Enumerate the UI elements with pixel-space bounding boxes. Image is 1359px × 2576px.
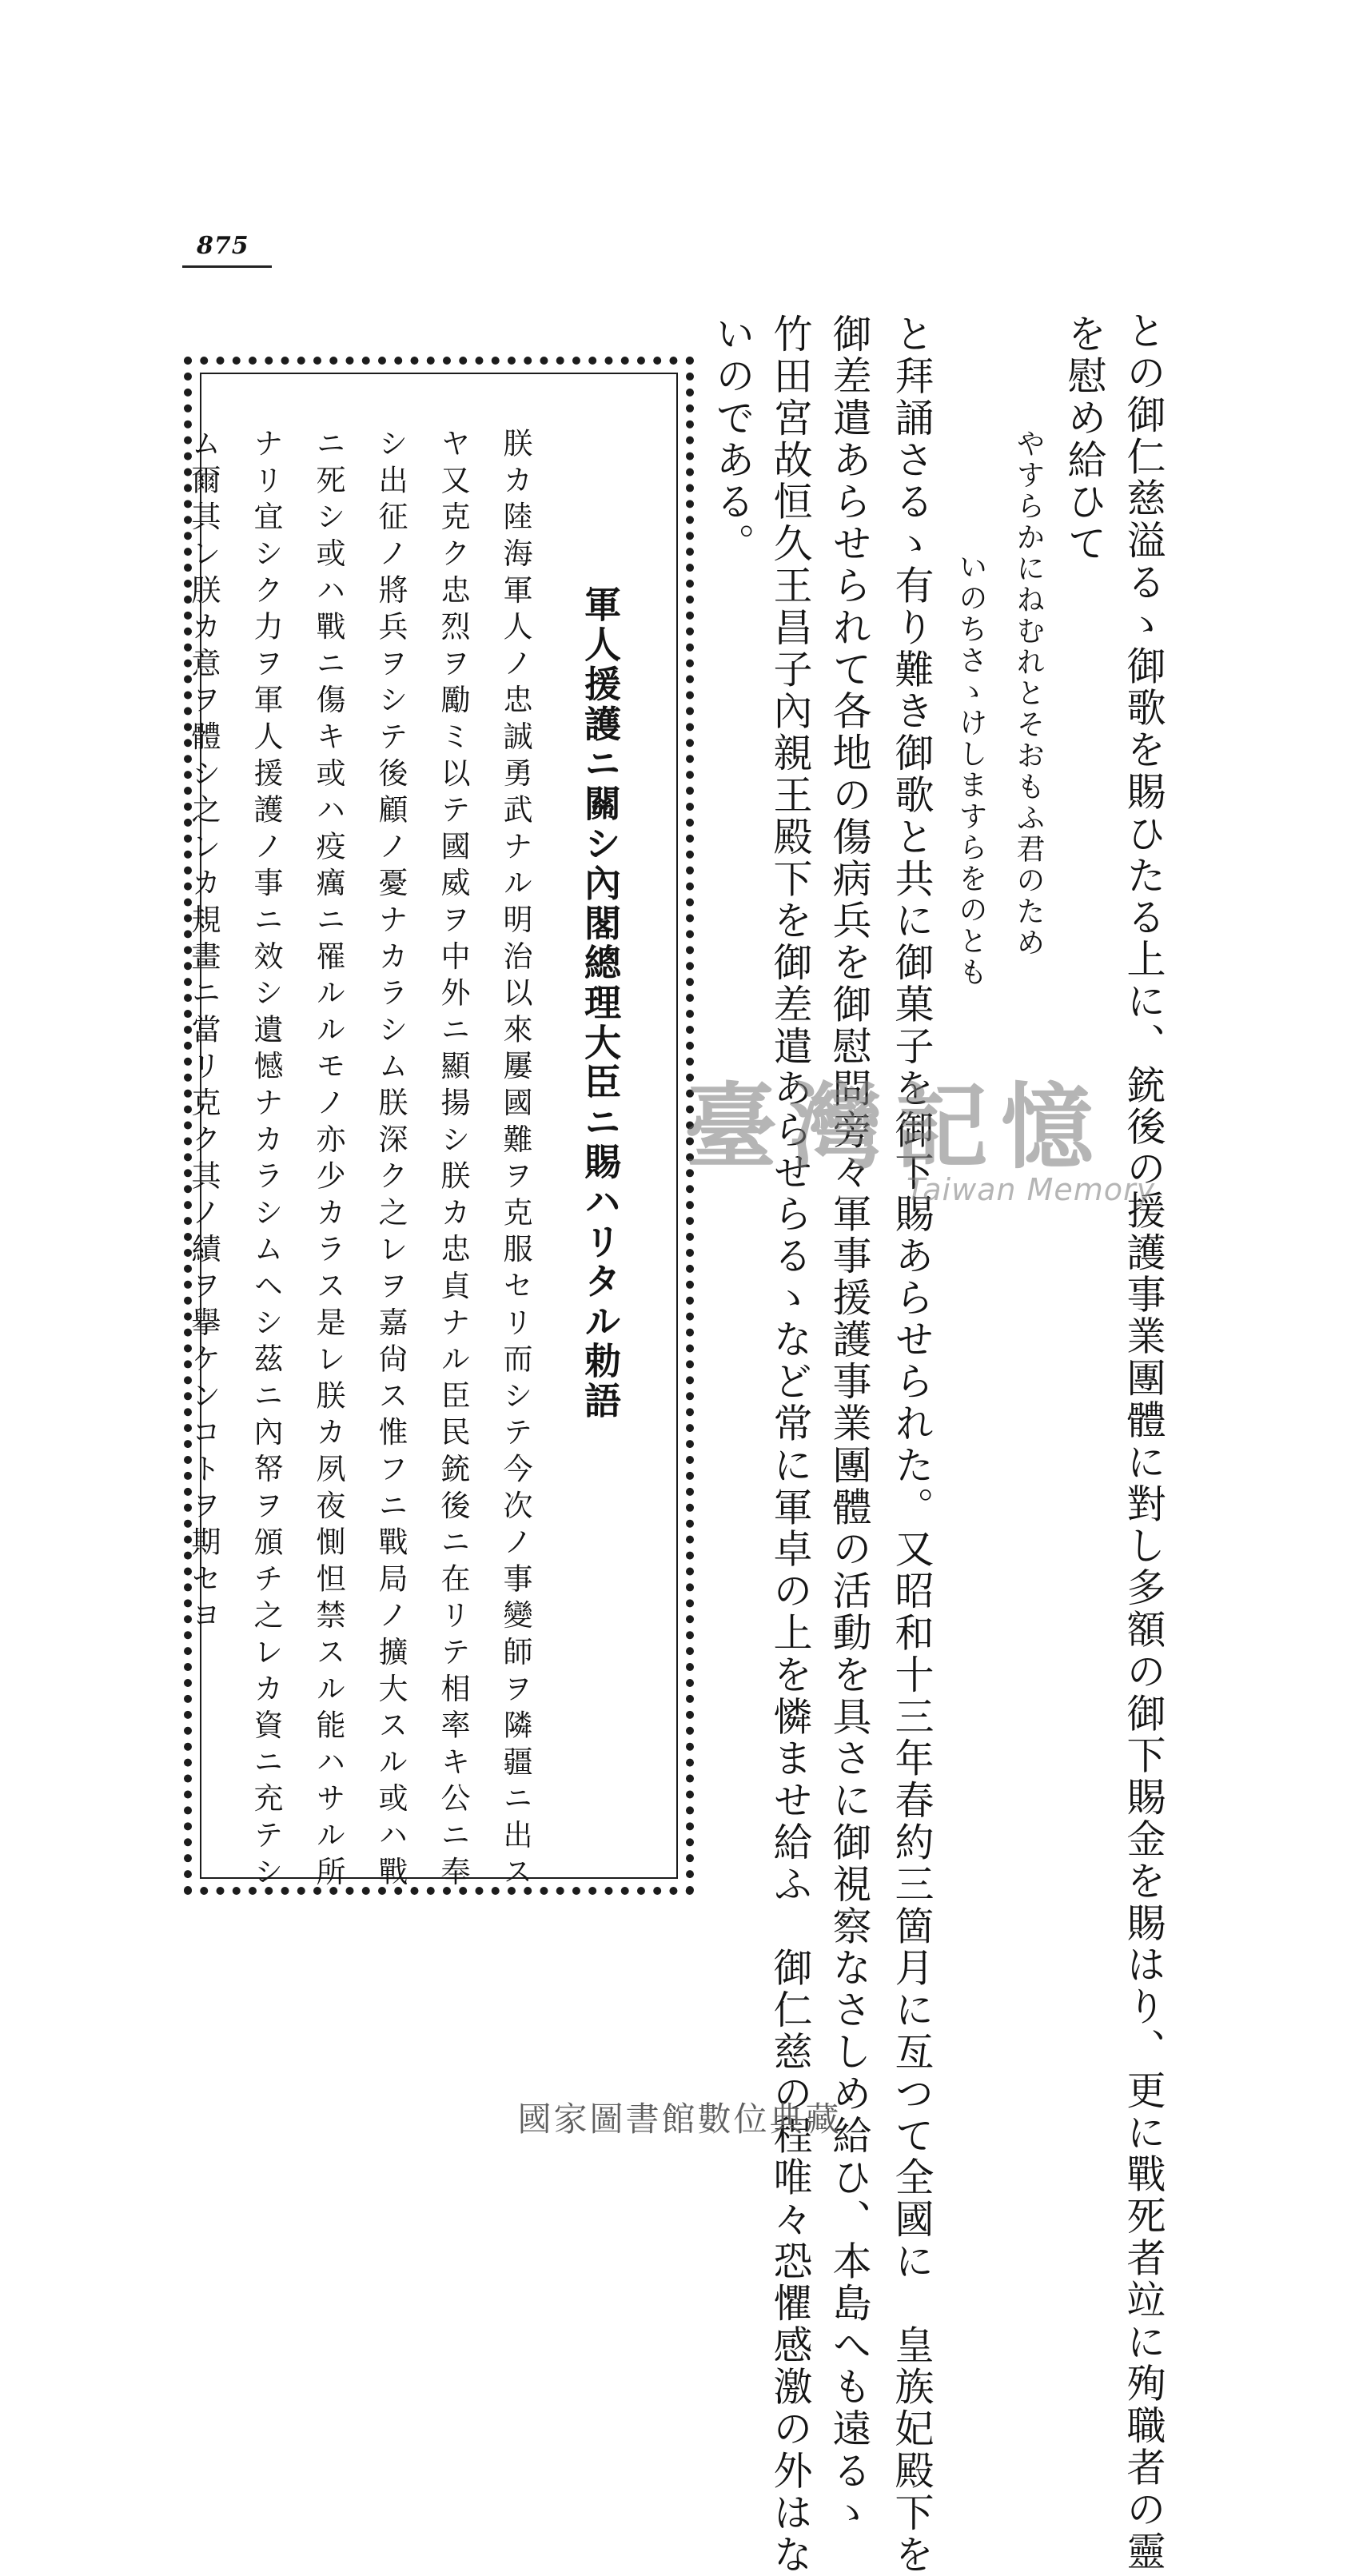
rescript-line: 朕カ陸海軍人ノ忠誠勇武ナル明治以來屢國難ヲ克服セリ而シテ今次ノ事變師ヲ隣疆ニ出ス bbox=[498, 428, 532, 1892]
watermark-logo-mark: 臺灣記憶 bbox=[684, 1073, 1106, 1182]
poem-line: やすらかにねむれとそおもふ君のため bbox=[1012, 429, 1045, 959]
narrative-line: を慰め給ひて bbox=[1062, 313, 1107, 565]
page-number-rule bbox=[182, 265, 272, 268]
watermark-logo-text: Taiwan Memory bbox=[907, 1172, 1156, 1207]
rescript-title: 軍人援護ニ關シ內閣總理大臣ニ賜ハリタル勅語 bbox=[579, 585, 622, 1422]
rescript-line: ニ死シ或ハ戰ニ傷キ或ハ疫癘ニ罹ルルモノ亦少カラス是レ朕カ夙夜惻怛禁スル能ハサル所 bbox=[311, 428, 345, 1892]
narrative-line: と拜誦さるゝ有り難き御歌と共に御菓子を御下賜あらせられた。又昭和十三年春約三箇月に亙つて全國に 皇族妃殿下を bbox=[889, 313, 935, 2576]
archive-footer: 國家圖書館數位典藏 bbox=[517, 2099, 842, 2139]
taiwan-memory-watermark bbox=[684, 1073, 1156, 1207]
rescript-line: シ出征ノ將兵ヲシテ後顧ノ憂ナカラシム朕深ク之レヲ嘉尙ス惟フニ戰局ノ擴大スル或ハ戰 bbox=[373, 428, 408, 1892]
narrative-line: いのである。 bbox=[710, 313, 755, 565]
poem-line: いのちさゝけしますらをのとも bbox=[954, 552, 987, 988]
narrative-line: 御差遣あらせられて各地の傷病兵を御慰問旁々軍事援護事業團體の活動を具さに御視察なさしめ給ひ、本島へも遠るゝ bbox=[827, 313, 872, 2534]
rescript-line: ム爾其レ朕カ意ヲ體シ之レカ規畫ニ當リ克ク其ノ績ヲ擧ケンコトヲ期セヨ bbox=[186, 428, 221, 1637]
rescript-line: ヤ又克ク忠烈ヲ勵ミ以テ國威ヲ中外ニ顯揚シ朕カ忠貞ナル臣民銃後ニ在リテ相率キ公ニ奉 bbox=[436, 428, 470, 1892]
rescript-line: ナリ宜シク力ヲ軍人援護ノ事ニ效シ遺憾ナカラシムヘシ茲ニ內帑ヲ頒チ之レカ資ニ充テシ bbox=[249, 428, 283, 1892]
page-number: 875 bbox=[197, 232, 249, 260]
narrative-line: 竹田宮故恒久王昌子內親王殿下を御差遣あらせらるゝなど常に軍卓の上を憐ませ給ふ 御仁慈の程唯々恐懼感激の外はな bbox=[767, 313, 813, 2576]
narrative-line: との御仁慈溢るゝ御歌を賜ひたる上に、銃後の援護事業團體に對し多額の御下賜金を賜はり、更に戰死者竝に殉職者の靈 bbox=[1121, 310, 1166, 2573]
